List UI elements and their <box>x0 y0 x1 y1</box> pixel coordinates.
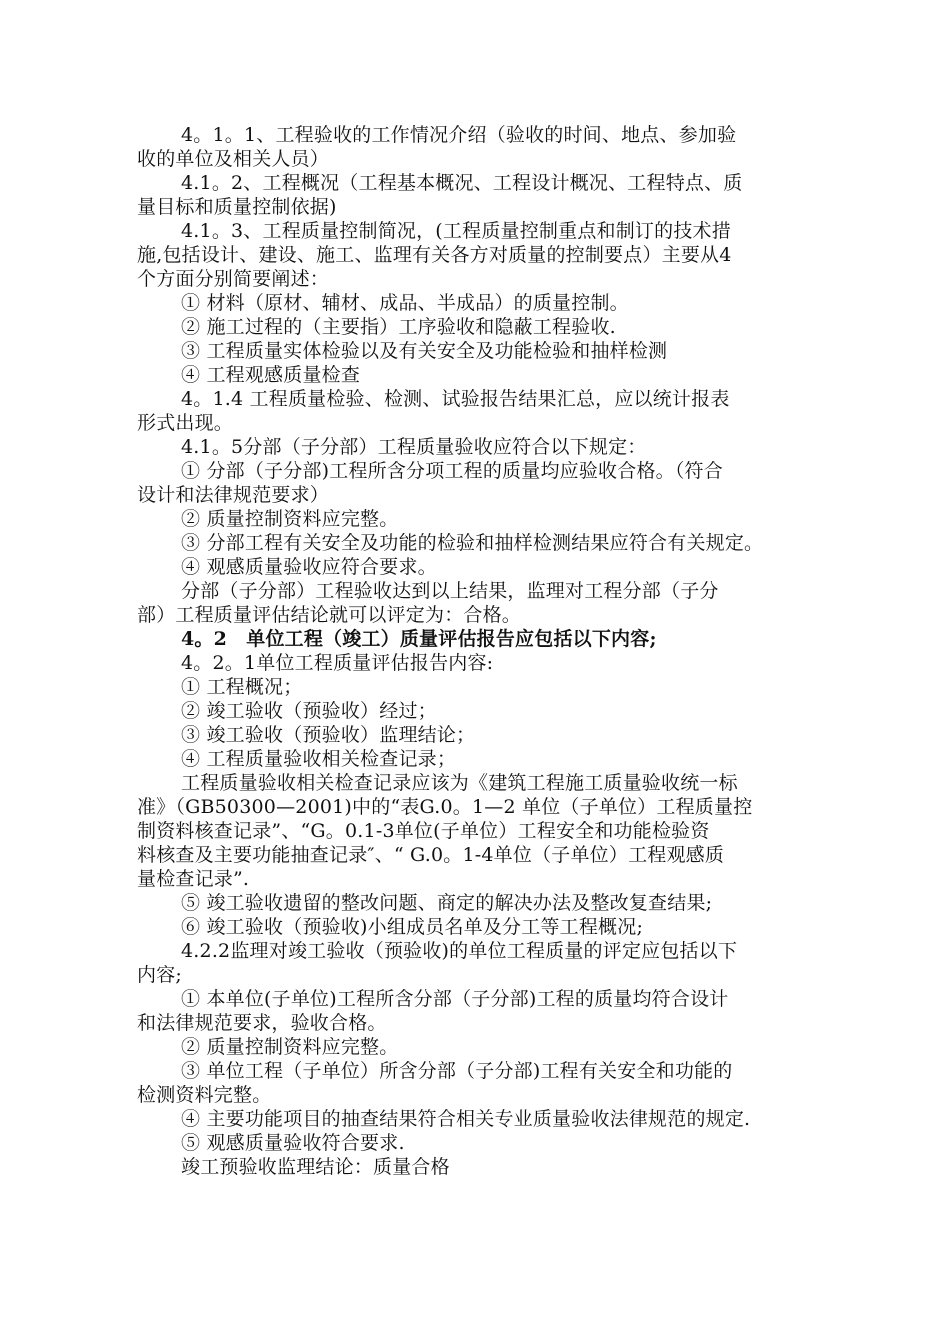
text-line: ① 工程概况； <box>181 676 303 698</box>
text-line: ① 分部（子分部)工程所含分项工程的质量均应验收合格。（符合 <box>181 460 723 482</box>
text-line: 4.1。5分部（子分部）工程质量验收应符合以下规定： <box>181 436 647 458</box>
text-line: 形式出现。 <box>137 412 234 434</box>
text-line: ④ 工程观感质量检查 <box>181 364 361 386</box>
text-line: 4。1。1、工程验收的工作情况介绍（验收的时间、地点、参加验 <box>181 124 737 146</box>
text-line: 施,包括设计、建设、施工、监理有关各方对质量的控制要点）主要从4 <box>137 244 732 266</box>
text-line: 4.1。2、工程概况（工程基本概况、工程设计概况、工程特点、质 <box>181 172 743 194</box>
text-line: ④ 观感质量验收应符合要求。 <box>181 556 437 578</box>
text-line: ② 质量控制资料应完整。 <box>181 1036 399 1058</box>
text-line: 量检查记录”. <box>137 868 250 890</box>
text-line: 制资料核查记录”、“G。0.1-3单位(子单位）工程安全和功能检验资 <box>137 820 710 842</box>
text-line: 收的单位及相关人员） <box>137 148 330 170</box>
text-line: 竣工预验收监理结论：质量合格 <box>181 1156 450 1178</box>
text-line: ③ 竣工验收（预验收）监理结论； <box>181 724 476 746</box>
section-heading: 4。2 单位工程（竣工）质量评估报告应包括以下内容; <box>181 628 657 650</box>
text-line: 4。2。1单位工程质量评估报告内容: <box>181 652 494 674</box>
text-line: ⑤ 观感质量验收符合要求. <box>181 1132 405 1154</box>
text-line: 个方面分别简要阐述： <box>137 268 330 290</box>
text-line: ② 施工过程的（主要指）工序验收和隐蔽工程验收. <box>181 316 616 338</box>
text-line: 和法律规范要求，验收合格。 <box>137 1012 387 1034</box>
text-line: 检测资料完整。 <box>137 1084 272 1106</box>
text-line: 分部（子分部）工程验收达到以上结果，监理对工程分部（子分 <box>181 580 719 602</box>
text-line: ⑥ 竣工验收（预验收)小组成员名单及分工等工程概况; <box>181 916 644 938</box>
text-line: 内容; <box>137 964 183 986</box>
text-line: ③ 单位工程（子单位）所含分部（子分部)工程有关安全和功能的 <box>181 1060 733 1082</box>
text-line: 部）工程质量评估结论就可以评定为：合格。 <box>137 604 522 626</box>
text-line: 4。1.4 工程质量检验、检测、试验报告结果汇总，应以统计报表 <box>181 388 730 410</box>
document-body <box>137 123 837 1179</box>
text-line: ① 本单位(子单位)工程所含分部（子分部)工程的质量均符合设计 <box>181 988 729 1010</box>
text-line: ④ 工程质量验收相关检查记录； <box>181 748 457 770</box>
text-line: ③ 分部工程有关安全及功能的检验和抽样检测结果应符合有关规定。 <box>181 532 764 554</box>
text-line: 工程质量验收相关检查记录应该为《建筑工程施工质量验收统一标 <box>181 772 738 794</box>
text-line: 准》（GB50300—2001)中的“表G.0。1—2 单位（子单位）工程质量控 <box>137 796 753 818</box>
text-line: ④ 主要功能项目的抽查结果符合相关专业质量验收法律规范的规定. <box>181 1108 751 1130</box>
text-line: ② 质量控制资料应完整。 <box>181 508 399 530</box>
text-line: ③ 工程质量实体检验以及有关安全及功能检验和抽样检测 <box>181 340 668 362</box>
text-line: ① 材料（原材、辅材、成品、半成品）的质量控制。 <box>181 292 629 314</box>
text-line: ② 竣工验收（预验收）经过； <box>181 700 437 722</box>
text-line: 设计和法律规范要求） <box>137 484 330 506</box>
text-line: 量目标和质量控制依据) <box>137 196 337 218</box>
text-line: 料核查及主要功能抽查记录″、“ G.0。1-4单位（子单位）工程观感质 <box>137 844 725 866</box>
text-line: 4.1。3、工程质量控制简况，(工程质量控制重点和制订的技术措 <box>181 220 731 242</box>
text-line: 4.2.2监理对竣工验收（预验收)的单位工程质量的评定应包括以下 <box>181 940 738 962</box>
text-line: ⑤ 竣工验收遗留的整改问题、商定的解决办法及整改复查结果; <box>181 892 713 914</box>
